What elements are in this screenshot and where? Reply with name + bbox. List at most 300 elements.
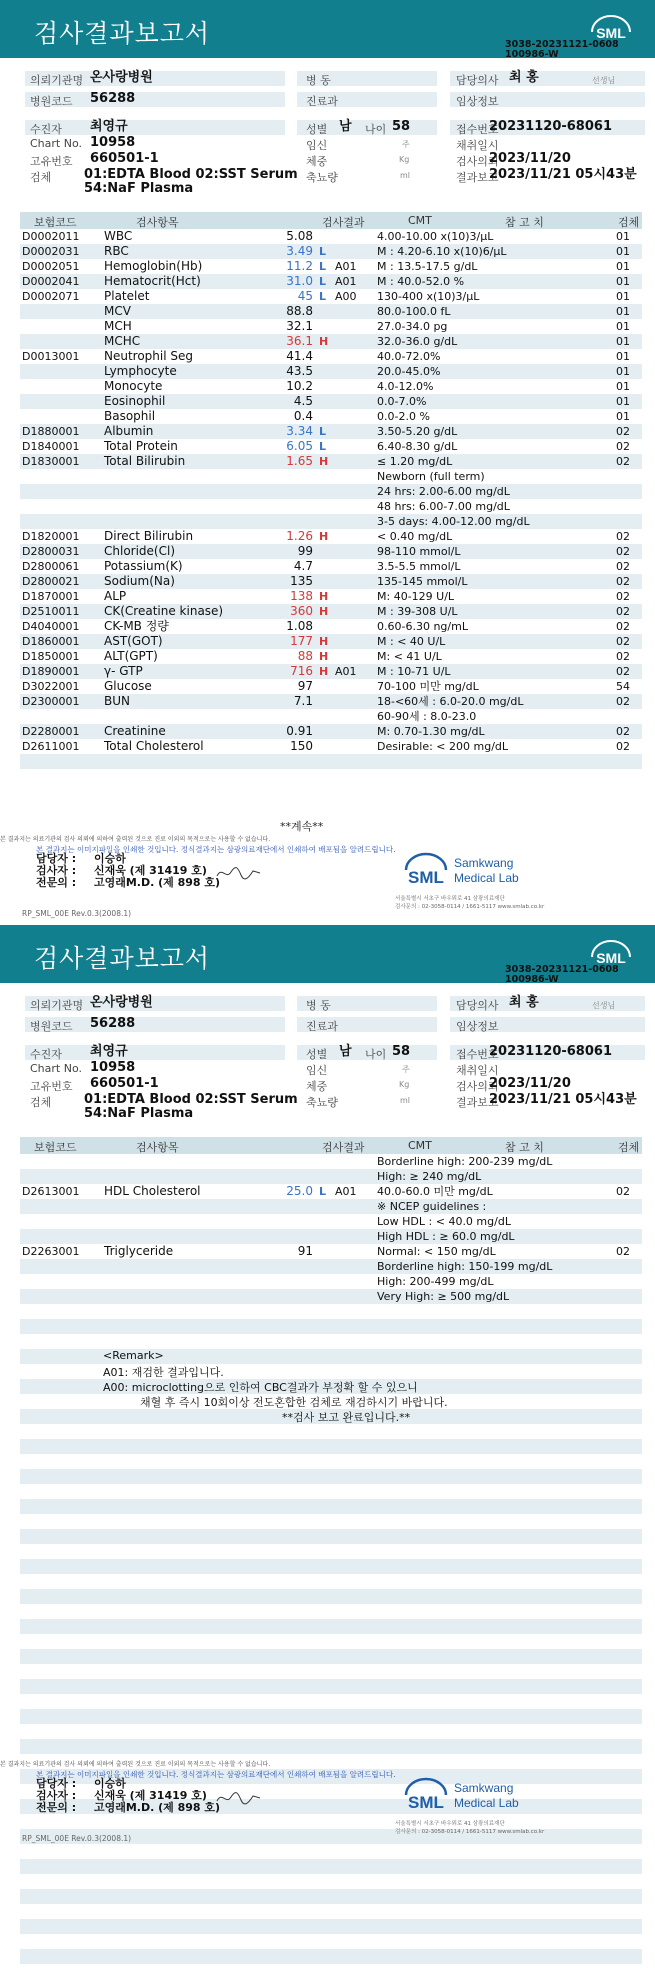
table-row xyxy=(20,1244,642,1259)
table-row xyxy=(20,1709,642,1724)
receipt-no: 20231120-68061 xyxy=(489,119,612,134)
table-row xyxy=(20,364,642,379)
unique-id: 660501-1 xyxy=(90,151,159,166)
reference-range: ≤ 1.20 mg/dL xyxy=(377,455,453,468)
remark-a00: A00: microclotting으로 인하여 CBC결과가 부정확 할 수 있으니 xyxy=(103,1381,418,1394)
table-row xyxy=(20,1904,642,1919)
ward-label: 병 동 xyxy=(306,74,331,87)
tester-label: 검사자 : xyxy=(36,1789,77,1802)
reference-range: 24 hrs: 2.00-6.00 mg/dL xyxy=(377,485,510,498)
insurance-code: D0002031 xyxy=(22,245,80,258)
reference-range: 3.50-5.20 g/dL xyxy=(377,425,458,438)
reference-range: M : < 40 U/L xyxy=(377,635,446,648)
insurance-code: D2611001 xyxy=(22,740,80,753)
test-name: MCV xyxy=(104,304,131,318)
table-row xyxy=(20,1229,642,1244)
result-flag: L xyxy=(319,245,327,258)
test-result: 88 xyxy=(297,649,313,663)
table-row xyxy=(20,469,642,484)
specimen-code: 01 xyxy=(616,410,630,423)
table-row xyxy=(20,1589,642,1604)
result-flag: H xyxy=(319,335,329,348)
test-name: RBC xyxy=(104,244,129,258)
insurance-code: D1880001 xyxy=(22,425,80,438)
table-row xyxy=(20,1169,642,1184)
specimen-code: 02 xyxy=(616,560,630,573)
report-title: 검사결과보고서 xyxy=(34,19,211,48)
table-row xyxy=(20,1814,642,1829)
table-row xyxy=(20,1289,642,1304)
specimen-code: 54 xyxy=(616,680,630,693)
table-row xyxy=(20,1559,642,1574)
specimen-1: 01:EDTA Blood 02:SST Serum xyxy=(84,1092,298,1107)
specimen-code: 02 xyxy=(616,1245,630,1258)
table-row xyxy=(20,1664,642,1679)
reference-range: 20.0-45.0% xyxy=(377,365,441,378)
lab-name-1: Samkwang xyxy=(454,1781,514,1795)
test-name: Direct Bilirubin xyxy=(104,529,194,543)
table-row xyxy=(20,1304,642,1319)
insurance-code: D2300001 xyxy=(22,695,80,708)
result-flag: L xyxy=(319,290,327,303)
samkwang-logo-icon xyxy=(402,852,450,890)
comment-code: A01 xyxy=(335,1185,357,1198)
reference-range: 0.0-7.0% xyxy=(377,395,427,408)
table-row xyxy=(20,1529,642,1544)
sex: 남 xyxy=(339,119,352,134)
samkwang-logo xyxy=(402,852,522,890)
table-row xyxy=(20,1424,642,1439)
test-name: Hematocrit(Hct) xyxy=(104,274,201,288)
reference-range: 4.0-12.0% xyxy=(377,380,434,393)
signature-specialist xyxy=(36,877,220,889)
specimen-code: 02 xyxy=(616,725,630,738)
owner: 이승하 xyxy=(93,852,126,865)
recv-label: 접수번호 xyxy=(456,123,499,136)
insurance-code: D0002051 xyxy=(22,260,80,273)
results-table-header xyxy=(20,212,642,229)
table-row xyxy=(20,1454,642,1469)
name-label: 수진자 xyxy=(30,1048,62,1061)
doctor: 최 홍 xyxy=(509,995,539,1010)
specimen-code: 01 xyxy=(616,395,630,408)
result-flag: H xyxy=(319,605,329,618)
table-row xyxy=(20,1439,642,1454)
handwritten-signature xyxy=(214,1787,264,1809)
col-item: 검사항목 xyxy=(136,216,179,229)
table-row xyxy=(20,514,642,529)
specimen-code: 02 xyxy=(616,665,630,678)
svg-text:SML: SML xyxy=(596,25,626,41)
lab-address-1: 서울특별시 서초구 바우뫼로 41 삼광의료재단 xyxy=(395,1821,505,1827)
table-row xyxy=(20,1319,642,1334)
test-name: ALP xyxy=(104,589,127,603)
result-flag: H xyxy=(319,650,329,663)
result-flag: H xyxy=(319,590,329,603)
comment-code: A01 xyxy=(335,260,357,273)
col-item: 검사항목 xyxy=(136,1141,179,1154)
table-row xyxy=(20,379,642,394)
insurance-code: D1830001 xyxy=(22,455,80,468)
col-result: 검사결과 xyxy=(322,216,365,229)
specialist: 고영래M.D. (제 898 호) xyxy=(93,876,221,889)
table-row xyxy=(20,1154,642,1169)
reference-range: 3-5 days: 4.00-12.00 mg/dL xyxy=(377,515,530,528)
reference-range: Very High: ≥ 500 mg/dL xyxy=(377,1290,510,1303)
request-date: 2023/11/20 xyxy=(489,1076,571,1091)
table-row xyxy=(20,724,642,739)
test-name: HDL Cholesterol xyxy=(104,1184,201,1198)
insurance-code: D2800031 xyxy=(22,545,80,558)
specimen-code: 01 xyxy=(616,380,630,393)
insurance-code: D2800021 xyxy=(22,575,80,588)
doc-no-line1: 3038-20231121-0608 xyxy=(505,39,619,50)
urine-label: 축뇨량 xyxy=(306,1096,338,1109)
collect-label: 채취일시 xyxy=(456,139,499,152)
remark-title: <Remark> xyxy=(103,1349,164,1362)
receipt-no: 20231120-68061 xyxy=(489,1044,612,1059)
table-row xyxy=(20,1949,642,1964)
test-name: Lymphocyte xyxy=(104,364,177,378)
signature-specialist xyxy=(36,1802,220,1814)
tester: 신재욱 (제 31419 호) xyxy=(93,864,207,877)
id-label: 고유번호 xyxy=(30,1080,73,1093)
hospital-code: 56288 xyxy=(90,1016,136,1031)
reference-range: 80.0-100.0 fL xyxy=(377,305,451,318)
document-number xyxy=(505,965,655,985)
table-row xyxy=(20,1499,642,1514)
form-code: RP_SML_00E Rev.0.3(2008.1) xyxy=(22,909,132,918)
table-row xyxy=(20,604,642,619)
table-row xyxy=(20,484,642,499)
table-row xyxy=(20,1469,642,1484)
collect-label: 채취일시 xyxy=(456,1064,499,1077)
specimen-code: 02 xyxy=(616,605,630,618)
table-row xyxy=(20,1724,642,1739)
urine-unit: ml xyxy=(400,1096,411,1105)
test-name: Potassium(K) xyxy=(104,559,183,573)
insurance-code: D0002071 xyxy=(22,290,80,303)
svg-text:SML: SML xyxy=(596,950,626,966)
reference-range: M : 10-71 U/L xyxy=(377,665,451,678)
insurance-code: D2280001 xyxy=(22,725,80,738)
specimen-code: 01 xyxy=(616,335,630,348)
remark-a00b: 채혈 후 즉시 10회이상 전도혼합한 검체로 재검하시기 바랍니다. xyxy=(140,1396,448,1409)
col-cmt: CMT xyxy=(408,1139,432,1152)
specimen-code: 02 xyxy=(616,740,630,753)
table-row xyxy=(20,1874,642,1889)
insurance-code: D0002011 xyxy=(22,230,80,243)
reference-range: 48 hrs: 6.00-7.00 mg/dL xyxy=(377,500,510,513)
insurance-code: D2800061 xyxy=(22,560,80,573)
remark-end: **검사 보고 완료입니다.** xyxy=(282,1411,411,1424)
chart-no: 10958 xyxy=(90,1060,136,1075)
reference-range: High HDL : ≥ 60.0 mg/dL xyxy=(377,1230,515,1243)
table-row xyxy=(20,1274,642,1289)
urine-label: 축뇨량 xyxy=(306,171,338,184)
specimen-2: 54:NaF Plasma xyxy=(84,181,194,196)
insurance-code: D1890001 xyxy=(22,665,80,678)
ward-label: 병 동 xyxy=(306,999,331,1012)
owner-label: 담당자 : xyxy=(36,1777,77,1790)
table-row xyxy=(20,229,642,244)
samkwang-logo-icon xyxy=(402,1777,450,1815)
specialist-label: 전문의 : xyxy=(36,1801,77,1814)
doctor-label: 담당의사 xyxy=(456,999,499,1012)
reference-range: 18-<60세 : 6.0-20.0 mg/dL xyxy=(377,695,524,708)
test-name: Basophil xyxy=(104,409,156,423)
doc-no-line2: 100986-W xyxy=(505,974,559,985)
result-flag: H xyxy=(319,635,329,648)
dept-label: 진료과 xyxy=(306,1020,338,1033)
test-result: 11.2 xyxy=(286,259,313,273)
chart-label: Chart No. xyxy=(30,137,82,150)
table-row xyxy=(20,274,642,289)
specimen-code: 02 xyxy=(616,455,630,468)
result-flag: L xyxy=(319,1185,327,1198)
reference-range: ※ NCEP guidelines : xyxy=(377,1200,487,1213)
tester: 신재욱 (제 31419 호) xyxy=(93,1789,207,1802)
test-result: 25.0 xyxy=(286,1184,313,1198)
report-title: 검사결과보고서 xyxy=(34,944,211,973)
table-row xyxy=(20,1934,642,1949)
reference-range: 32.0-36.0 g/dL xyxy=(377,335,458,348)
specialist-label: 전문의 : xyxy=(36,876,77,889)
reference-range: 0.60-6.30 ng/mL xyxy=(377,620,468,633)
test-result: 97 xyxy=(297,679,313,693)
test-result: 1.65 xyxy=(286,454,313,468)
table-row xyxy=(20,574,642,589)
reference-range: 27.0-34.0 pg xyxy=(377,320,448,333)
test-name: Creatinine xyxy=(104,724,166,738)
chart-label: Chart No. xyxy=(30,1062,82,1075)
table-row xyxy=(20,754,642,769)
reference-range: 3.5-5.5 mmol/L xyxy=(377,560,461,573)
table-row xyxy=(20,409,642,424)
preg-unit: 주 xyxy=(402,1065,410,1074)
req-label: 검사의뢰 xyxy=(456,155,499,168)
specimen-code: 01 xyxy=(616,320,630,333)
col-ref: 참 고 치 xyxy=(505,1141,544,1154)
reference-range: M : 40.0-52.0 % xyxy=(377,275,465,288)
test-name: CK-MB 정량 xyxy=(104,619,169,633)
reference-range: Newborn (full term) xyxy=(377,470,485,483)
col-specimen: 검체 xyxy=(618,1141,640,1154)
insurance-code: D3022001 xyxy=(22,680,80,693)
svg-text:SML: SML xyxy=(408,868,444,887)
test-result: 177 xyxy=(290,634,313,648)
test-result: 4.5 xyxy=(293,394,313,408)
report-page-1 xyxy=(0,0,655,925)
test-result: 10.2 xyxy=(286,379,313,393)
col-result: 검사결과 xyxy=(322,1141,365,1154)
reference-range: M: 40-129 U/L xyxy=(377,590,455,603)
specimen-code: 02 xyxy=(616,530,630,543)
insurance-code: D1820001 xyxy=(22,530,80,543)
col-code: 보험코드 xyxy=(34,1141,77,1154)
reference-range: 4.00-10.00 x(10)3/μL xyxy=(377,230,494,243)
inst-label: 의뢰기관명 xyxy=(30,999,84,1012)
specimen-code: 01 xyxy=(616,365,630,378)
test-name: Platelet xyxy=(104,289,150,303)
test-name: BUN xyxy=(104,694,130,708)
preg-label: 임신 xyxy=(306,139,328,152)
reference-range: M : 4.20-6.10 x(10)6/μL xyxy=(377,245,507,258)
specimen-code: 01 xyxy=(616,230,630,243)
hospcode-label: 병원코드 xyxy=(30,1020,73,1033)
table-row xyxy=(20,529,642,544)
patient-name: 최영규 xyxy=(90,119,128,134)
handwritten-signature xyxy=(214,862,264,884)
table-row xyxy=(20,664,642,679)
owner: 이승하 xyxy=(93,1777,126,1790)
col-code: 보험코드 xyxy=(34,216,77,229)
reference-range: 130-400 x(10)3/μL xyxy=(377,290,480,303)
table-row xyxy=(20,1334,642,1349)
weight-unit: Kg xyxy=(399,1080,410,1089)
weight-label: 체중 xyxy=(306,1080,328,1093)
test-result: 41.4 xyxy=(286,349,313,363)
test-result: 31.0 xyxy=(286,274,313,288)
institution: 온사랑병원 xyxy=(90,70,153,85)
specimen-code: 02 xyxy=(616,635,630,648)
hospcode-label: 병원코드 xyxy=(30,95,73,108)
insurance-code: D0013001 xyxy=(22,350,80,363)
lab-name-1: Samkwang xyxy=(454,856,514,870)
test-result: 0.91 xyxy=(286,724,313,738)
table-row xyxy=(20,259,642,274)
specimen-label: 검체 xyxy=(30,171,52,184)
specimen-code: 02 xyxy=(616,440,630,453)
sex: 남 xyxy=(339,1044,352,1059)
test-result: 3.34 xyxy=(286,424,313,438)
specimen-1: 01:EDTA Blood 02:SST Serum xyxy=(84,167,298,182)
col-cmt: CMT xyxy=(408,214,432,227)
result-flag: L xyxy=(319,440,327,453)
table-row xyxy=(20,334,642,349)
test-name: MCHC xyxy=(104,334,141,348)
lab-name-2: Medical Lab xyxy=(454,871,519,885)
insurance-code: D1850001 xyxy=(22,650,80,663)
specimen-code: 01 xyxy=(616,275,630,288)
test-result: 135 xyxy=(290,574,313,588)
test-result: 0.4 xyxy=(293,409,313,423)
footer-fine-print: 본 결과지는 의료기관의 검사 의뢰에 의하여 출력된 것으로 진료 이외의 목적으로는 사용할 수 없습니다. xyxy=(0,836,271,843)
specimen-code: 02 xyxy=(616,1185,630,1198)
reference-range: Normal: < 150 mg/dL xyxy=(377,1245,496,1258)
specimen-code: 01 xyxy=(616,290,630,303)
test-result: 91 xyxy=(297,1244,313,1258)
owner-label: 담당자 : xyxy=(36,852,77,865)
specimen-code: 02 xyxy=(616,590,630,603)
test-result: 36.1 xyxy=(286,334,313,348)
insurance-code: D0002041 xyxy=(22,275,80,288)
table-row xyxy=(20,1649,642,1664)
specialist: 고영래M.D. (제 898 호) xyxy=(93,1801,221,1814)
test-name: ALT(GPT) xyxy=(104,649,158,663)
specimen-code: 02 xyxy=(616,545,630,558)
svg-text:SML: SML xyxy=(408,1793,444,1812)
table-row xyxy=(20,1919,642,1934)
test-name: Hemoglobin(Hb) xyxy=(104,259,203,273)
test-name: Total Bilirubin xyxy=(104,454,186,468)
table-row xyxy=(20,1484,642,1499)
reference-range: M: 0.70-1.30 mg/dL xyxy=(377,725,485,738)
test-name: Monocyte xyxy=(104,379,163,393)
specimen-code: 02 xyxy=(616,575,630,588)
table-row xyxy=(20,1199,642,1214)
insurance-code: D1870001 xyxy=(22,590,80,603)
table-row xyxy=(20,1184,642,1199)
table-row xyxy=(20,1514,642,1529)
clinical-label: 임상정보 xyxy=(456,1020,499,1033)
recv-label: 접수번호 xyxy=(456,1048,499,1061)
reference-range: 98-110 mmol/L xyxy=(377,545,461,558)
remark-a01: A01: 재검한 결과입니다. xyxy=(103,1366,224,1379)
table-row xyxy=(20,499,642,514)
table-row xyxy=(20,319,642,334)
test-name: AST(GOT) xyxy=(104,634,163,648)
test-name: γ- GTP xyxy=(104,664,143,678)
test-name: Chloride(Cl) xyxy=(104,544,176,558)
reference-range: 6.40-8.30 g/dL xyxy=(377,440,458,453)
table-row xyxy=(20,679,642,694)
table-row xyxy=(20,439,642,454)
test-result: 88.8 xyxy=(286,304,313,318)
age-label: 나이 xyxy=(365,123,387,136)
test-name: Glucose xyxy=(104,679,152,693)
institution: 온사랑병원 xyxy=(90,995,153,1010)
comment-code: A01 xyxy=(335,275,357,288)
table-row xyxy=(20,1679,642,1694)
doctor-label: 담당의사 xyxy=(456,74,499,87)
test-name: WBC xyxy=(104,229,133,243)
table-row xyxy=(20,1859,642,1874)
table-row xyxy=(20,1889,642,1904)
reference-range: Low HDL : < 40.0 mg/dL xyxy=(377,1215,511,1228)
insurance-code: D2613001 xyxy=(22,1185,80,1198)
test-result: 43.5 xyxy=(286,364,313,378)
table-row xyxy=(20,589,642,604)
insurance-code: D2510011 xyxy=(22,605,80,618)
table-row xyxy=(20,1739,642,1754)
test-result: 360 xyxy=(290,604,313,618)
comment-code: A01 xyxy=(335,665,357,678)
reference-range: < 0.40 mg/dL xyxy=(377,530,453,543)
test-name: Total Cholesterol xyxy=(104,739,204,753)
report-label: 결과보고 xyxy=(456,171,499,184)
table-row xyxy=(20,1619,642,1634)
test-result: 6.05 xyxy=(286,439,313,453)
table-row xyxy=(20,649,642,664)
table-row xyxy=(20,619,642,634)
table-row xyxy=(20,709,642,724)
table-row xyxy=(20,289,642,304)
id-label: 고유번호 xyxy=(30,155,73,168)
table-row xyxy=(20,1604,642,1619)
urine-unit: ml xyxy=(400,171,411,180)
table-row xyxy=(20,349,642,364)
insurance-code: D1860001 xyxy=(22,635,80,648)
specimen-code: 01 xyxy=(616,245,630,258)
document-number xyxy=(505,40,655,60)
reference-range: High: ≥ 240 mg/dL xyxy=(377,1170,482,1183)
reference-range: Desirable: < 200 mg/dL xyxy=(377,740,509,753)
table-row xyxy=(20,1259,642,1274)
lab-address-2: 검사문의 : 02-3058-0114 / 1661-5117 www.smlab.co.kr xyxy=(395,1829,545,1835)
result-flag: L xyxy=(319,260,327,273)
table-row xyxy=(20,1964,642,1979)
